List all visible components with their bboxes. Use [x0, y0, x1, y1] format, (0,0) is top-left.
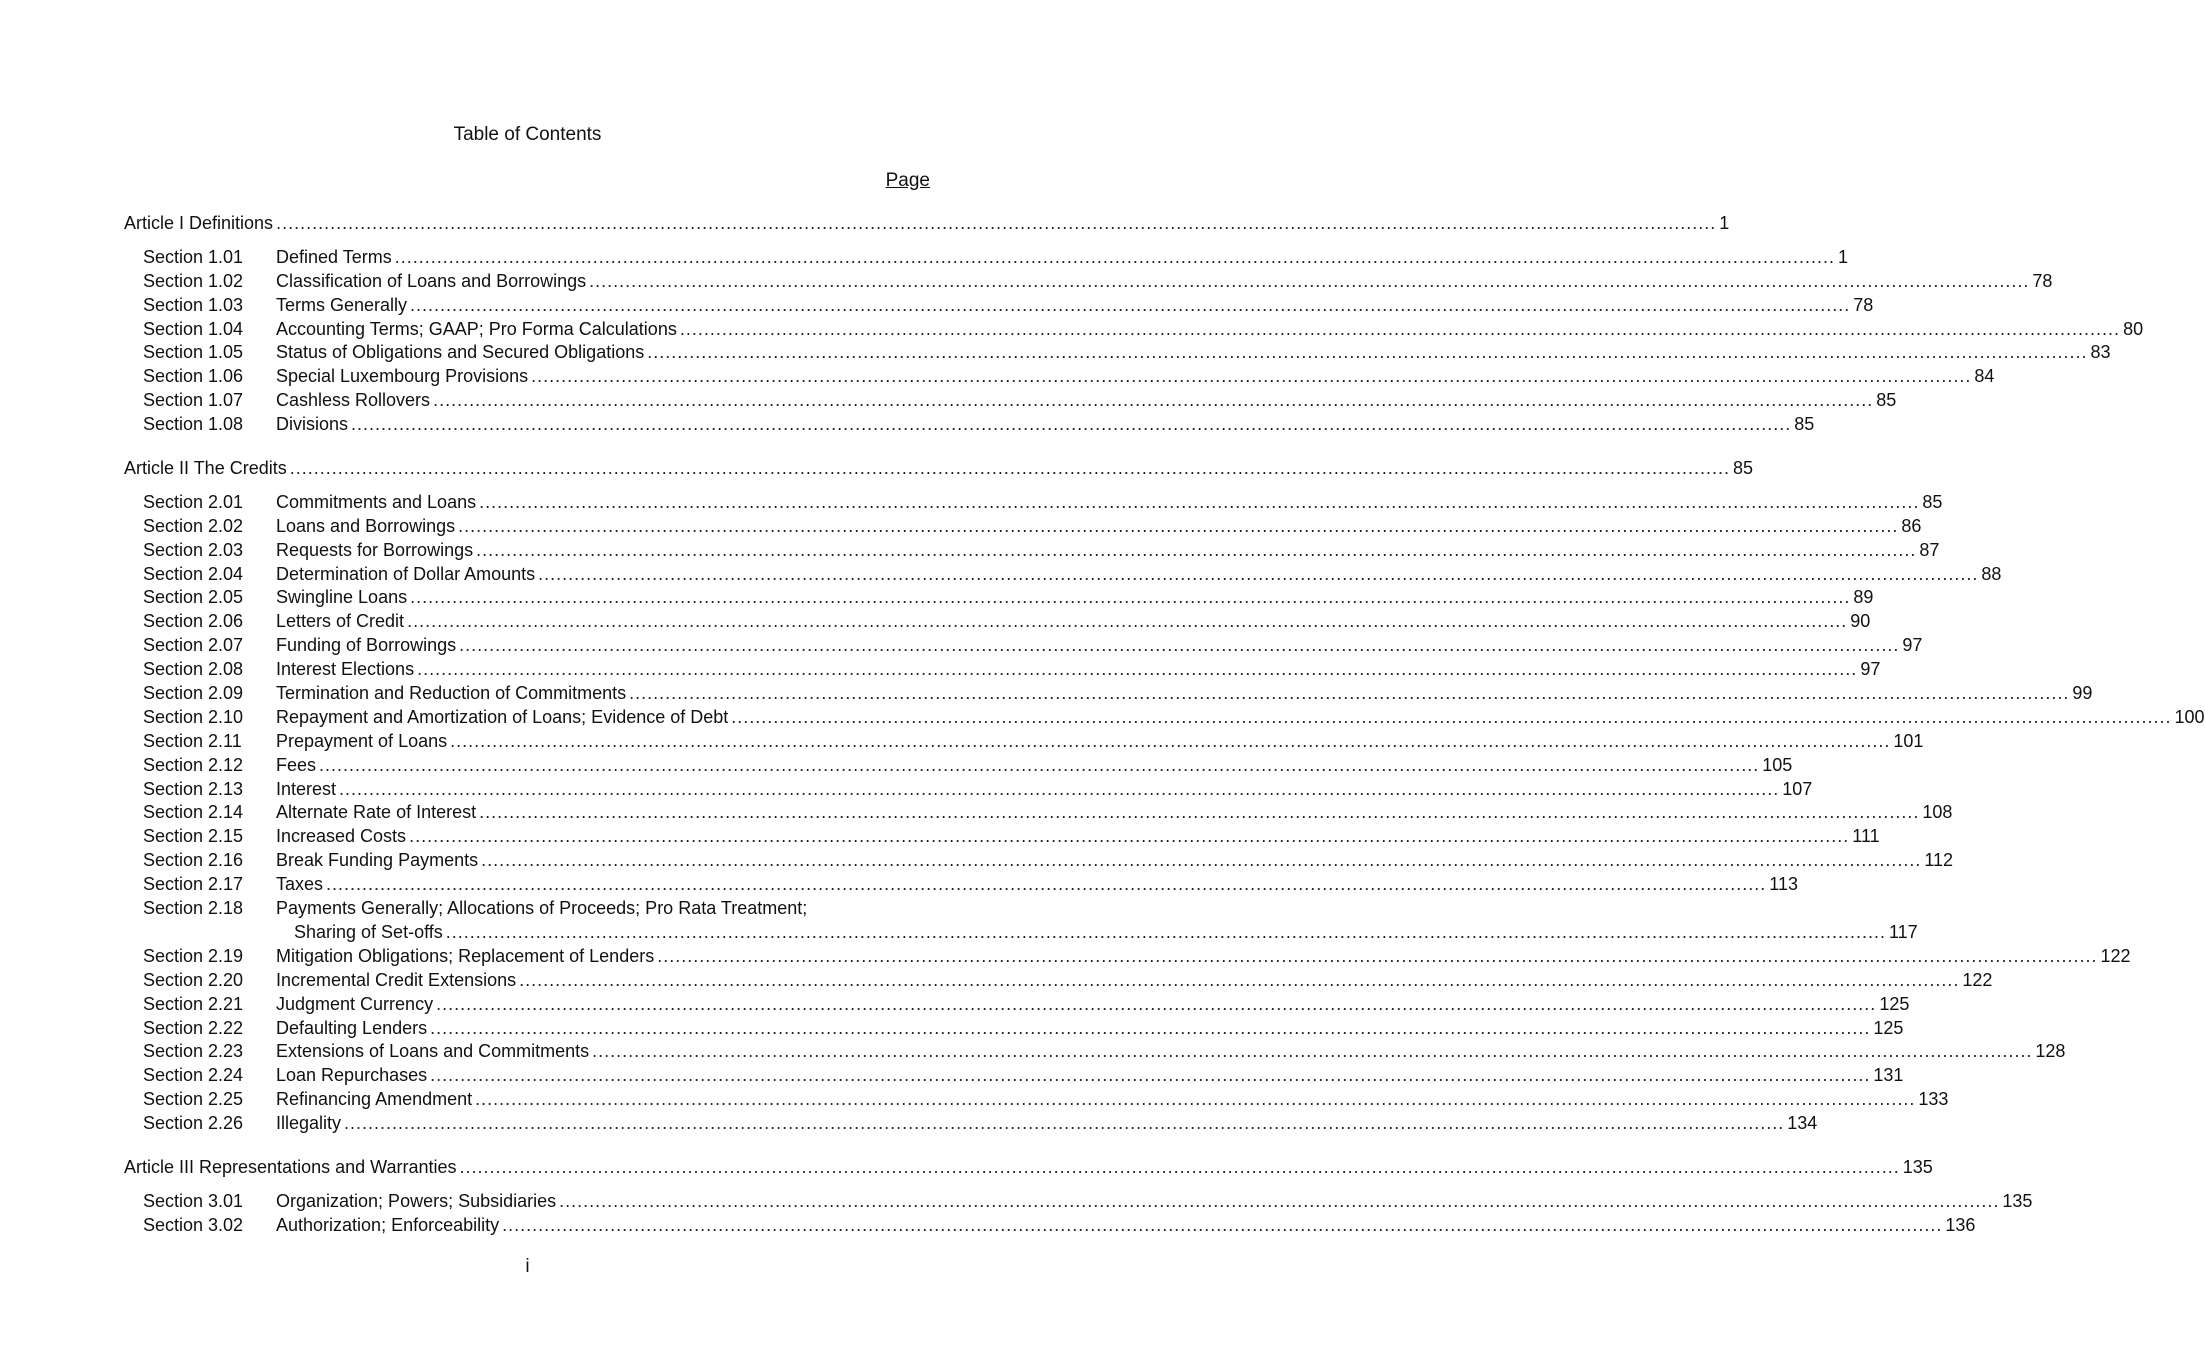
page-number: 1 — [1837, 246, 1848, 267]
section-number: Section 2.25 — [143, 1089, 244, 1110]
section-title: Prepayment of Loans — [276, 730, 448, 751]
section-number: Section 1.08 — [143, 414, 244, 435]
section-title: Special Luxembourg Provisions — [276, 366, 529, 387]
section-number: Section 2.24 — [143, 1065, 244, 1086]
section-number: Section 3.02 — [143, 1214, 244, 1235]
section-number: Section 2.07 — [143, 635, 244, 656]
section-title: Judgment Currency — [276, 993, 434, 1014]
page-number: 135 — [1902, 1156, 1933, 1177]
section-title: Interest Elections — [276, 659, 415, 680]
article-title: Article III Representations and Warranties — [124, 1156, 457, 1177]
dot-leader — [458, 515, 1898, 539]
section-title: Termination and Reduction of Commitments — [276, 683, 627, 704]
section-number: Section 2.05 — [143, 587, 244, 608]
page-column-label: Page — [885, 170, 930, 191]
dot-leader — [647, 341, 2087, 365]
dot-leader — [436, 993, 1876, 1017]
section-title: Loan Repurchases — [276, 1065, 428, 1086]
page-number: 84 — [1974, 366, 1995, 387]
toc-section-entry[interactable] — [124, 969, 1993, 993]
section-number: Section 2.12 — [143, 754, 244, 775]
dot-leader — [476, 539, 1916, 563]
section-title: Break Funding Payments — [276, 850, 479, 871]
toc-section-entry[interactable] — [124, 563, 2002, 587]
section-number: Section 2.02 — [143, 515, 244, 536]
page-number: 125 — [1873, 1017, 1904, 1038]
toc-section-entry[interactable] — [124, 873, 1798, 897]
section-title: Authorization; Enforceability — [276, 1214, 500, 1235]
toc-section-entry[interactable] — [124, 778, 1813, 802]
toc-section-entry[interactable] — [124, 1112, 1818, 1136]
page-number: 85 — [1732, 458, 1753, 479]
dot-leader — [410, 586, 1850, 610]
section-number: Section 1.04 — [143, 318, 244, 339]
section-number: Section 2.14 — [143, 802, 244, 823]
section-title: Divisions — [276, 414, 349, 435]
section-title: Loans and Borrowings — [276, 515, 456, 536]
dot-leader — [430, 1064, 1870, 1088]
dot-leader — [479, 491, 1919, 515]
section-number: Section 2.23 — [143, 1041, 244, 1062]
dot-leader — [450, 730, 1890, 754]
section-number: Section 1.07 — [143, 390, 244, 411]
section-number: Section 2.16 — [143, 850, 244, 871]
dot-leader — [479, 801, 1919, 825]
section-number: Section 2.26 — [143, 1113, 244, 1134]
page-number: 85 — [1876, 390, 1897, 411]
dot-leader — [629, 682, 2069, 706]
dot-leader — [407, 610, 1847, 634]
section-number: Section 2.22 — [143, 1017, 244, 1038]
toc-section-entry[interactable] — [124, 897, 931, 921]
section-number: Section 2.20 — [143, 969, 244, 990]
page-number: 122 — [2100, 945, 2131, 966]
section-title-continuation: Sharing of Set-offs — [294, 921, 443, 942]
toc-section-entry[interactable] — [124, 246, 1848, 270]
dot-leader — [475, 1088, 1915, 1112]
toc-section-entry[interactable] — [124, 801, 1953, 825]
section-title: Fees — [276, 754, 317, 775]
page-title: Table of Contents — [453, 124, 602, 145]
page-number: 97 — [1902, 635, 1923, 656]
dot-leader — [502, 1214, 1942, 1238]
section-title: Taxes — [276, 874, 324, 895]
section-title: Status of Obligations and Secured Obligations — [276, 342, 645, 363]
page-number: 136 — [1945, 1214, 1976, 1235]
page-number: 87 — [1919, 539, 1940, 560]
section-title: Funding of Borrowings — [276, 635, 457, 656]
toc-section-entry[interactable] — [124, 993, 1910, 1017]
page-number: 112 — [1924, 850, 1954, 871]
section-number: Section 2.18 — [143, 898, 244, 919]
toc-section-entry[interactable] — [124, 515, 1922, 539]
section-title: Letters of Credit — [276, 611, 405, 632]
section-title: Illegality — [276, 1113, 342, 1134]
toc-section-entry[interactable] — [124, 389, 1897, 413]
section-title: Repayment and Amortization of Loans; Evidence of Debt — [276, 706, 729, 727]
dot-leader — [344, 1112, 1784, 1136]
toc-section-entry[interactable] — [124, 1088, 1949, 1112]
article-title: Article I Definitions — [124, 213, 274, 233]
page-number: 83 — [2090, 342, 2111, 363]
page-number: 113 — [1769, 874, 1798, 895]
dot-leader — [519, 969, 1959, 993]
section-number: Section 3.01 — [143, 1190, 244, 1211]
dot-leader — [433, 389, 1873, 413]
section-title: Increased Costs — [276, 826, 407, 847]
table-of-contents — [124, 212, 2205, 1246]
toc-section-entry[interactable] — [124, 341, 2111, 365]
toc-section-continuation — [124, 921, 1918, 945]
page-number: 117 — [1889, 921, 1918, 942]
section-title: Cashless Rollovers — [276, 390, 431, 411]
toc-section-entry[interactable] — [124, 849, 1954, 873]
page-number: 128 — [2035, 1041, 2066, 1062]
section-title: Defaulting Lenders — [276, 1017, 428, 1038]
page-number: 135 — [2002, 1190, 2033, 1211]
dot-leader — [538, 563, 1978, 587]
article-title: Article II The Credits — [124, 458, 287, 479]
dot-leader — [459, 634, 1899, 658]
toc-section-entry[interactable] — [124, 318, 2144, 342]
toc-section-entry[interactable] — [124, 658, 1881, 682]
section-number: Section 2.01 — [143, 491, 244, 512]
dot-leader — [395, 246, 1835, 270]
section-title: Commitments and Loans — [276, 491, 477, 512]
section-title: Extensions of Loans and Commitments — [276, 1041, 590, 1062]
toc-section-entry[interactable] — [124, 491, 1943, 515]
page-number: 131 — [1873, 1065, 1904, 1086]
section-number: Section 1.05 — [143, 342, 244, 363]
section-title: Classification of Loans and Borrowings — [276, 270, 587, 291]
dot-leader — [276, 212, 1716, 236]
toc-section-entry[interactable] — [124, 270, 2053, 294]
section-title: Mitigation Obligations; Replacement of Lenders — [276, 945, 655, 966]
section-number: Section 2.06 — [143, 611, 244, 632]
dot-leader — [351, 413, 1791, 437]
dot-leader — [589, 270, 2029, 294]
dot-leader — [680, 318, 2120, 342]
section-title: Interest — [276, 778, 337, 799]
section-title: Organization; Powers; Subsidiaries — [276, 1190, 557, 1211]
toc-section-entry[interactable] — [124, 754, 1793, 778]
dot-leader — [319, 754, 1759, 778]
toc-section-entry[interactable] — [124, 610, 1871, 634]
dot-leader — [430, 1017, 1870, 1041]
page-number: 107 — [1782, 778, 1813, 799]
toc-article-entry[interactable] — [124, 1156, 1933, 1180]
dot-leader — [290, 457, 1730, 481]
toc-section-entry[interactable] — [124, 1190, 2033, 1214]
toc-section-entry[interactable] — [124, 730, 1924, 754]
section-title: Terms Generally — [276, 294, 408, 315]
section-number: Section 2.09 — [143, 683, 244, 704]
section-number: Section 2.03 — [143, 539, 244, 560]
dot-leader — [657, 945, 2097, 969]
dot-leader — [481, 849, 1921, 873]
dot-leader — [417, 658, 1857, 682]
footer-page-number: i — [525, 1256, 530, 1277]
page-number: 88 — [1981, 563, 2002, 584]
page-number: 134 — [1787, 1113, 1818, 1134]
dot-leader — [446, 921, 1886, 945]
page-number: 85 — [1922, 491, 1943, 512]
dot-leader — [339, 778, 1779, 802]
toc-section-entry[interactable] — [124, 365, 1995, 389]
section-title: Swingline Loans — [276, 587, 408, 608]
section-number: Section 2.17 — [143, 874, 244, 895]
section-number: Section 2.11 — [143, 730, 242, 751]
toc-section-entry[interactable] — [124, 294, 1874, 318]
dot-leader — [731, 706, 2171, 730]
section-number: Section 2.04 — [143, 563, 244, 584]
dot-leader — [326, 873, 1766, 897]
page-number: 100 — [2174, 706, 2205, 727]
page-number: 99 — [2072, 683, 2093, 704]
toc-section-entry[interactable] — [124, 706, 2205, 730]
toc-section-entry[interactable] — [124, 825, 1880, 849]
section-number: Section 2.19 — [143, 945, 244, 966]
section-title: Accounting Terms; GAAP; Pro Forma Calculations — [276, 318, 677, 339]
page-number: 122 — [1962, 969, 1993, 990]
toc-section-entry[interactable] — [124, 1214, 1976, 1238]
section-number: Section 1.02 — [143, 270, 244, 291]
section-number: Section 2.15 — [143, 826, 244, 847]
toc-section-entry[interactable] — [124, 634, 1923, 658]
dot-leader — [459, 1156, 1899, 1180]
section-number: Section 2.21 — [143, 993, 244, 1014]
toc-section-entry[interactable] — [124, 682, 2093, 706]
toc-section-entry[interactable] — [124, 539, 1940, 563]
toc-section-entry[interactable] — [124, 1064, 1904, 1088]
section-number: Section 1.06 — [143, 366, 244, 387]
section-title: Incremental Credit Extensions — [276, 969, 517, 990]
toc-article-entry[interactable] — [124, 212, 1730, 236]
page-number: 78 — [1853, 294, 1874, 315]
page-number: 80 — [2123, 318, 2144, 339]
section-title: Determination of Dollar Amounts — [276, 563, 536, 584]
section-number: Section 2.08 — [143, 659, 244, 680]
page-number: 108 — [1922, 802, 1953, 823]
page-number: 90 — [1850, 611, 1871, 632]
page-number: 89 — [1853, 587, 1874, 608]
section-number: Section 2.10 — [143, 706, 244, 727]
page-number: 125 — [1879, 993, 1910, 1014]
dot-leader — [592, 1040, 2032, 1064]
dot-leader — [559, 1190, 1999, 1214]
section-title: Payments Generally; Allocations of Proceeds; Pro Rata Treatment; — [276, 898, 808, 919]
section-number: Section 1.01 — [143, 246, 244, 267]
page-number: 86 — [1901, 515, 1922, 536]
section-title: Refinancing Amendment — [276, 1089, 473, 1110]
toc-section-entry[interactable] — [124, 1040, 2066, 1064]
section-title: Alternate Rate of Interest — [276, 802, 477, 823]
toc-section-entry[interactable] — [124, 413, 1815, 437]
dot-leader — [410, 294, 1850, 318]
page-number: 78 — [2032, 270, 2053, 291]
page-number: 101 — [1893, 730, 1924, 751]
section-number: Section 2.13 — [143, 778, 244, 799]
page-number: 111 — [1852, 826, 1880, 847]
dot-leader — [531, 365, 1971, 389]
toc-article-entry[interactable] — [124, 457, 1753, 481]
page-number: 97 — [1860, 659, 1881, 680]
toc-section-entry[interactable] — [124, 1017, 1904, 1041]
dot-leader — [409, 825, 1849, 849]
toc-section-entry[interactable] — [124, 945, 2131, 969]
page-number: 85 — [1794, 414, 1815, 435]
page-number: 133 — [1918, 1089, 1949, 1110]
section-title: Defined Terms — [276, 246, 392, 267]
section-title: Requests for Borrowings — [276, 539, 474, 560]
toc-section-entry[interactable] — [124, 586, 1874, 610]
page-number: 105 — [1762, 754, 1793, 775]
section-number: Section 1.03 — [143, 294, 244, 315]
page-number: 1 — [1719, 213, 1730, 233]
